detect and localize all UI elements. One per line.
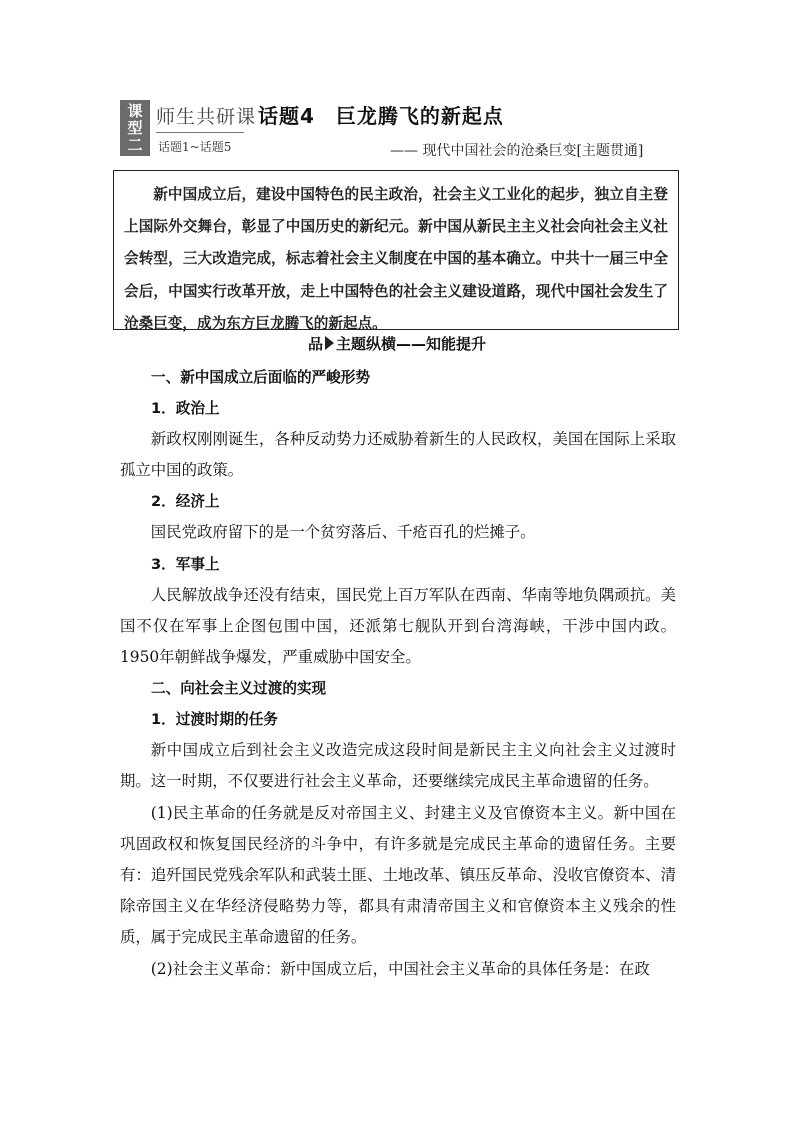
badge-char: 型: [127, 119, 143, 137]
topic-subtitle: —— 现代中国社会的沧桑巨变[主题贯通]: [390, 143, 644, 159]
badge-char: 课: [127, 102, 143, 120]
section-bar-left: 品: [307, 335, 323, 353]
paragraph: 新中国成立后到社会主义改造完成这段时间是新民主主义向社会主义过渡时期。这一时期，不仅要进行社会主义革命，还要继续完成民主革命遗留的任务。: [120, 741, 676, 791]
lesson-type-badge: [120, 100, 150, 156]
section-bar: [0, 333, 794, 354]
paragraph: (2)社会主义革命：新中国成立后，中国社会主义革命的具体任务是：在政: [150, 959, 650, 978]
page-header: [120, 98, 680, 160]
intro-text: 新中国成立后，建设中国特色的民主政治，社会主义工业化的起步，独立自主登上国际外交舞台，彰显了中国历史的新纪元。新中国从新民主主义社会向社会主义社会转型，三大改造完成，标志着社会主义制度在中国的基本确立。中共十一届三中全会后，中国实行改革开放，走上中国特色的社会主义建设道路，现代中国社会发生了沧桑巨变，成为东方巨龙腾飞的新起点。: [124, 186, 668, 332]
paragraph: 人民解放战争还没有结束，国民党上百万军队在西南、华南等地负隅顽抗。美国不仅在军事上企图包围中国，还派第七舰队开到台湾海峡，干涉中国内政。1950年朝鲜战争爆发，严重威胁中国安全。: [120, 585, 676, 667]
heading-2: 2．经济上: [151, 493, 220, 511]
paragraph: 新政权刚刚诞生，各种反动势力还威胁着新生的人民政权，美国在国际上采取孤立中国的政策。: [120, 430, 676, 480]
heading-2: 1．政治上: [151, 400, 220, 417]
badge-char: 二: [127, 136, 143, 154]
course-name: 师生共研课: [156, 106, 257, 128]
intro-box: [113, 170, 679, 330]
heading-1: 一、新中国成立后面临的严峻形势: [151, 369, 370, 386]
topic-title: 话题4 巨龙腾飞的新起点: [258, 104, 504, 128]
course-underline: [156, 132, 244, 133]
heading-1: 二、向社会主义过渡的实现: [151, 680, 327, 698]
heading-2: 3．军事上: [151, 555, 220, 573]
body-content: [120, 362, 676, 985]
triangle-icon: [325, 336, 334, 350]
course-subrange: 话题1~话题5: [158, 140, 232, 154]
section-bar-right: 主题纵横——知能提升: [336, 335, 487, 353]
paragraph: (1)民主革命的任务就是反对帝国主义、封建主义及官僚资本主义。新中国在巩固政权和恢复国民经济的斗争中，有许多就是完成民主革命的遗留任务。主要有：追歼国民党残余军队和武装土匪、土地改革、镇压反革命、没收官僚资本、清除帝国主义在华经济侵略势力等，都具有肃清帝国主义和官僚资本主义残余的性质，属于完成民主革命遗留的任务。: [120, 803, 676, 947]
paragraph: 国民党政府留下的是一个贫穷落后、千疮百孔的烂摊子。: [150, 523, 536, 542]
heading-2: 1．过渡时期的任务: [151, 711, 278, 729]
